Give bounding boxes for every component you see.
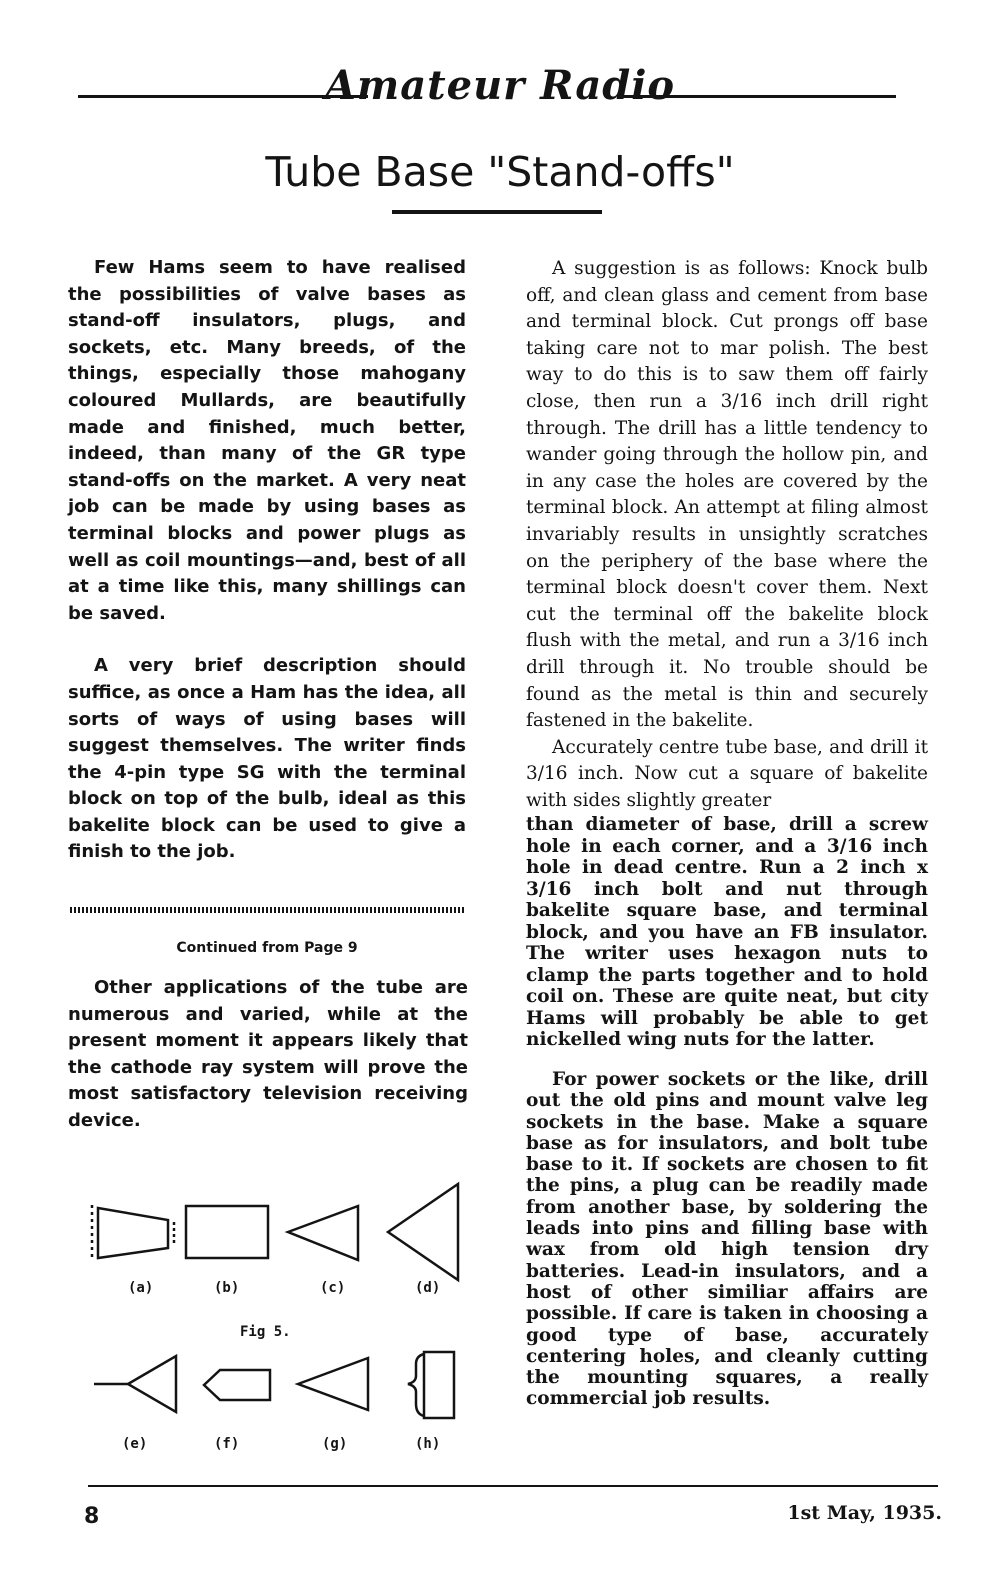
shape-c: [288, 1206, 358, 1260]
paragraph: than diameter of base, drill a screw hole in each corner, and a 3/16 inch hole in dead centre. Run a 2 inch x 3/16 inch bolt and nut through bakelite square base, and terminal block, and you have an FB insulator. The writer uses hexagon nuts to clamp the parts together and to hold coil on. These are quite neat, but city Hams will probably be able to get nickelled wing nuts for the latter.: [526, 814, 928, 1051]
paragraph: A suggestion is as follows: Knock bulb off, and clean glass and cement from base and terminal block. Cut prongs off base taking care not to mar polish. The best way to do this is to saw them off fairly close, then run a 3/16 inch drill right through. The drill has a little tendency to wander going through the hollow pin, and in any case the holes are covered by the terminal block. An attempt at filing almost invariably results in unsightly scratches on the periphery of the base where the terminal block doesn't cover them. Next cut the terminal off the bakelite block flush with the metal, and run a 3/16 inch drill through it. No trouble should be found as the metal is thin and securely fastened in the bakelite.: [526, 258, 928, 732]
paragraph: Other applications of the tube are numerous and varied, while at the present moment it appears likely that the cathode ray system will prove the most satisfactory television receiving device.: [68, 977, 468, 1131]
shape-d: [388, 1184, 458, 1280]
shape-f: [204, 1370, 270, 1400]
footer-rule: [88, 1485, 938, 1487]
dotted-divider: [70, 907, 466, 913]
figure-label: (e): [122, 1436, 148, 1452]
paragraph: Accurately centre tube base, and drill it 3/16 inch. Now cut a square of bakelite with sides slightly greater: [526, 736, 928, 811]
shape-g: [298, 1358, 368, 1410]
figure-label: (a): [128, 1280, 154, 1296]
issue-date: 1st May, 1935.: [787, 1502, 942, 1524]
masthead: Amateur Radio: [324, 62, 676, 109]
figure-label: (h): [415, 1436, 441, 1452]
figure-label: (b): [214, 1280, 240, 1296]
shape-h: [408, 1352, 454, 1418]
figure-label: (c): [320, 1280, 346, 1296]
shape-a: [92, 1205, 174, 1260]
figure-label: (g): [322, 1436, 348, 1452]
paragraph: Few Hams seem to have realised the possibilities of valve bases as stand-off insulators, plugs, and sockets, etc. Many breeds, of the things, especially those mahogany coloured Mullards, are beautifully made and finished, much better, indeed, than many of the GR type stand-offs on the market. A very neat job can be made by using bases as terminal blocks and power plugs as well as coil mountings—and, best of all at a time like this, many shillings can be saved.: [68, 257, 466, 624]
paragraph: A very brief description should suffice, as once a Ham has the idea, all sorts of ways of using bases will suggest themselves. The writer finds the 4-pin type SG with the terminal block on top of the bulb, ideal as this bakelite block can be used to give a finish to the job.: [68, 655, 466, 863]
shape-e: [94, 1356, 176, 1412]
left-column: [68, 255, 466, 866]
page-number: 8: [84, 1504, 100, 1529]
figure-caption: Fig 5.: [240, 1324, 291, 1340]
continued-from-label: Continued from Page 9: [176, 940, 358, 956]
figure-drawings: [70, 1170, 480, 1470]
paragraph: For power sockets or the like, drill out the old pins and mount valve leg sockets in the base. Make a square base as for insulators, and bolt tube base to it. If sockets are chosen to fit the pins, a plug can be readily made from another base, by soldering the leads into pins and filling base with wax from old high tension dry batteries. Lead-in insulators, and a host of other similiar affairs are possible. If care is taken in choosing a good type of base, accurately centering holes, and cleanly cutting the mounting squares, a really commercial job results.: [526, 1068, 928, 1410]
right-column: [526, 256, 928, 1410]
figure-5: [70, 1170, 480, 1470]
continued-text: [68, 975, 468, 1135]
page-title: Tube Base "Stand-offs": [265, 148, 735, 196]
figure-label: (f): [214, 1436, 240, 1452]
shape-b: [186, 1206, 268, 1258]
figure-label: (d): [415, 1280, 441, 1296]
title-underline: [392, 210, 602, 214]
